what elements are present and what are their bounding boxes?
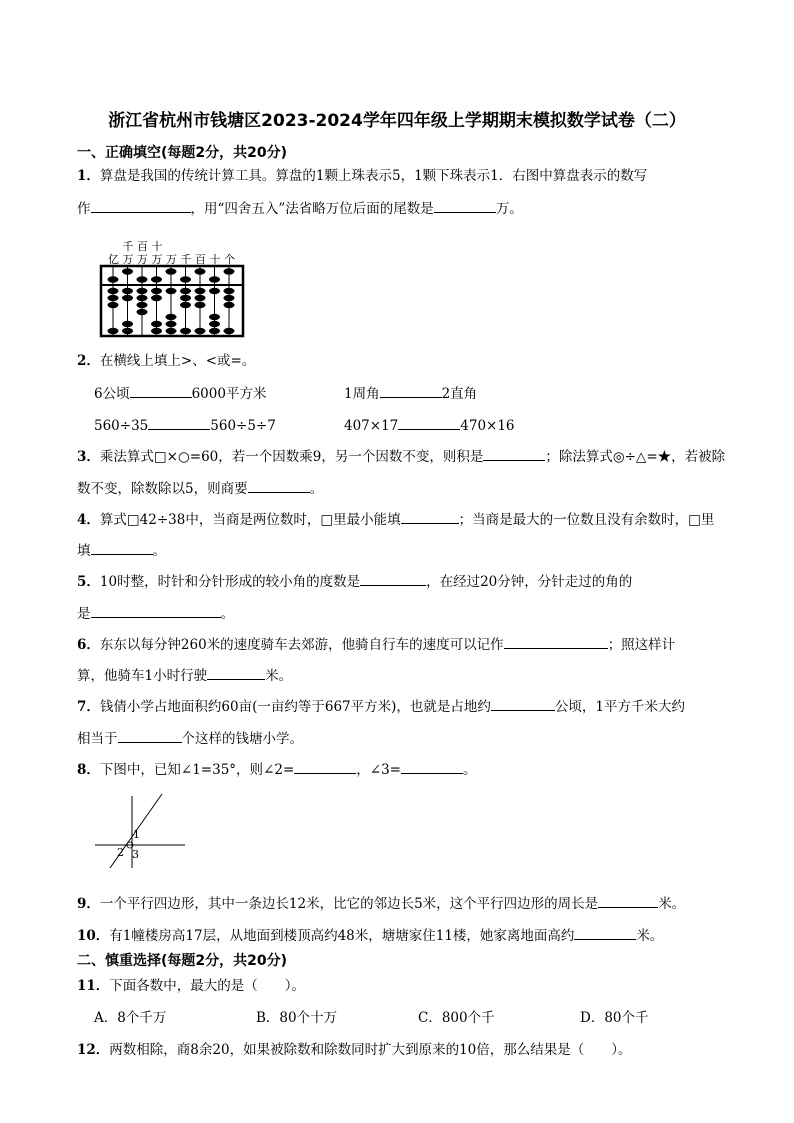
abacus-place-label: 个 xyxy=(224,253,235,266)
question-7-line-1 xyxy=(77,697,685,716)
question-2 xyxy=(77,352,255,370)
question-number: 1． xyxy=(77,168,100,184)
option-a[interactable]: A．8个千万 xyxy=(94,1010,167,1026)
option-c[interactable]: C．800个千 xyxy=(418,1010,495,1026)
question-number: 6． xyxy=(77,637,100,653)
abacus-upper-bead xyxy=(195,268,206,274)
abacus-place-label: 十 xyxy=(209,253,221,266)
compare-item-a xyxy=(94,384,266,403)
abacus-upper-bead xyxy=(137,276,148,282)
question-5-line-2 xyxy=(77,604,234,623)
question-text: 公顷，1平方千米大约 xyxy=(554,699,685,715)
question-text: 填 xyxy=(77,543,91,559)
abacus-lower-bead xyxy=(151,328,162,334)
answer-blank[interactable] xyxy=(598,894,658,908)
question-number: 2． xyxy=(77,353,100,369)
page-title: 浙江省杭州市钱塘区2023-2024学年四年级上学期期末模拟数学试卷（二） xyxy=(108,111,686,131)
question-number: 11． xyxy=(77,978,110,994)
abacus-lower-bead xyxy=(137,309,148,315)
question-text: 米。 xyxy=(658,896,686,912)
question-9 xyxy=(77,894,685,913)
question-text: ；照这样计 xyxy=(607,637,676,653)
abacus-lower-bead xyxy=(151,321,162,327)
answer-blank[interactable] xyxy=(148,416,210,430)
question-4-line-1 xyxy=(77,510,714,529)
answer-blank[interactable] xyxy=(294,760,356,774)
abacus-lower-bead xyxy=(137,295,148,301)
question-text: 。 xyxy=(152,543,166,559)
answer-blank[interactable] xyxy=(398,416,460,430)
compare-item-d xyxy=(344,416,515,435)
question-text: 钱倩小学占地面积约60亩(一亩约等于667平方米)，也就是占地约 xyxy=(99,699,491,715)
abacus-upper-bead xyxy=(166,268,177,274)
compare-right: 470×16 xyxy=(460,418,515,434)
question-1-line-2 xyxy=(77,199,523,218)
abacus-upper-bead xyxy=(224,268,235,274)
abacus-lower-bead xyxy=(122,288,133,294)
abacus-lower-bead xyxy=(224,288,235,294)
answer-blank[interactable] xyxy=(130,384,192,398)
question-text: 个这样的钱塘小学。 xyxy=(181,731,303,747)
abacus-lower-bead xyxy=(151,288,162,294)
question-5-line-1 xyxy=(77,572,632,591)
question-number: 5． xyxy=(77,574,100,590)
abacus-lower-bead xyxy=(122,328,133,334)
abacus-lower-bead xyxy=(166,314,177,320)
abacus-lower-bead xyxy=(166,321,177,327)
question-text: 有1幢楼房高17层，从地面到楼顶高约48米，塘塘家住11楼，她家离地面高约 xyxy=(109,928,575,944)
question-text: ；除法算式◎÷△=★，若被除 xyxy=(545,449,726,465)
compare-right: 560÷5÷7 xyxy=(210,418,276,434)
question-text: 在横线上填上>、<或=。 xyxy=(99,353,256,369)
abacus-lower-bead xyxy=(224,302,235,308)
question-text: ，在经过20分钟，分针走过的角的 xyxy=(426,574,633,590)
question-text: 数不变，除数除以5，则商要 xyxy=(77,481,248,497)
answer-blank[interactable] xyxy=(491,697,555,711)
answer-blank[interactable] xyxy=(207,666,265,680)
answer-blank[interactable] xyxy=(434,199,496,213)
question-text: 算式□42÷38中，当商是两位数时，□里最小能填 xyxy=(99,512,401,528)
option-b[interactable]: B．80个十万 xyxy=(256,1010,338,1026)
answer-blank[interactable] xyxy=(91,199,191,213)
abacus-lower-bead xyxy=(195,302,206,308)
question-text: 乘法算式□×○=60，若一个因数乘9，另一个因数不变，则积是 xyxy=(99,449,484,465)
compare-right: 6000平方米 xyxy=(191,386,267,402)
abacus-place-label: 千 xyxy=(122,240,134,253)
question-text: 两数相除，商8余20，如果被除数和除数同时扩大到原来的10倍，那么结果是（ ）。 xyxy=(109,1042,632,1058)
abacus-upper-bead xyxy=(108,276,119,282)
angle-label-1: 1 xyxy=(133,828,140,841)
question-text: 。 xyxy=(220,606,234,622)
question-text: 相当于 xyxy=(77,731,118,747)
compare-left: 407×17 xyxy=(344,418,399,434)
question-text: 万。 xyxy=(495,201,523,217)
question-8 xyxy=(77,760,476,779)
abacus-lower-bead xyxy=(166,288,177,294)
question-4-line-2 xyxy=(77,541,166,560)
abacus-lower-bead xyxy=(195,328,206,334)
abacus-lower-bead xyxy=(122,295,133,301)
question-number: 9． xyxy=(77,896,100,912)
question-number: 8． xyxy=(77,762,100,778)
abacus-place-label: 百 xyxy=(195,253,206,266)
abacus-lower-bead xyxy=(195,288,206,294)
section-2-heading: 二、慎重选择(每题2分，共20分) xyxy=(77,953,288,969)
answer-blank[interactable] xyxy=(401,760,463,774)
question-text: 算，他骑车1小时行驶 xyxy=(77,668,208,684)
question-text: 是 xyxy=(77,606,91,622)
abacus-upper-bead xyxy=(209,276,220,282)
abacus-lower-bead xyxy=(209,314,220,320)
answer-blank[interactable] xyxy=(360,572,426,586)
abacus-figure xyxy=(96,238,248,340)
abacus-upper-bead xyxy=(122,268,133,274)
compare-right: 2直角 xyxy=(441,386,478,402)
answer-blank[interactable] xyxy=(574,926,636,940)
question-text: 米。 xyxy=(265,668,293,684)
compare-item-c xyxy=(94,416,276,435)
section-1-heading: 一、正确填空(每题2分，共20分) xyxy=(77,145,288,161)
question-text: 一个平行四边形，其中一条边长12米，比它的邻边长5米，这个平行四边形的周长是 xyxy=(99,896,599,912)
abacus-upper-bead xyxy=(180,276,191,282)
question-text: 10时整，时针和分针形成的较小角的度数是 xyxy=(99,574,361,590)
question-text: 算盘是我国的传统计算工具。算盘的1颗上珠表示5，1颗下珠表示1．右图中算盘表示的数写 xyxy=(99,168,648,184)
answer-blank[interactable] xyxy=(118,729,182,743)
abacus-lower-bead xyxy=(224,295,235,301)
answer-blank[interactable] xyxy=(380,384,442,398)
question-number: 7． xyxy=(77,699,100,715)
question-text: ，∠3= xyxy=(356,762,401,778)
question-11 xyxy=(77,977,305,995)
abacus-lower-bead xyxy=(180,295,191,301)
abacus-lower-bead xyxy=(137,302,148,308)
question-text: 。 xyxy=(462,762,477,778)
answer-blank[interactable] xyxy=(504,635,608,649)
question-1-line-1 xyxy=(77,167,647,185)
abacus-place-label: 千 xyxy=(180,253,192,266)
answer-blank[interactable] xyxy=(91,604,221,618)
question-text: 作 xyxy=(77,201,91,217)
answer-blank[interactable] xyxy=(483,447,545,461)
abacus-lower-bead xyxy=(209,328,220,334)
option-d[interactable]: D．80个千 xyxy=(580,1010,649,1026)
abacus-lower-bead xyxy=(122,321,133,327)
question-text: 下图中，已知∠1=35°，则∠2= xyxy=(99,762,295,778)
abacus-lower-bead xyxy=(166,328,177,334)
abacus-lower-bead xyxy=(209,288,220,294)
question-number: 3． xyxy=(77,449,100,465)
abacus-place-label: 百 xyxy=(137,240,148,253)
question-10 xyxy=(77,926,663,945)
abacus-place-label: 万 xyxy=(166,253,177,266)
compare-left: 6公顷 xyxy=(94,386,130,402)
abacus-lower-bead xyxy=(180,288,191,294)
abacus-lower-bead xyxy=(151,295,162,301)
question-3-line-2 xyxy=(77,479,323,498)
abacus-lower-bead xyxy=(224,328,235,334)
abacus-lower-bead xyxy=(180,328,191,334)
angle-label-2: 2 xyxy=(117,846,124,859)
abacus-lower-bead xyxy=(108,302,119,308)
answer-blank[interactable] xyxy=(401,510,459,524)
abacus-lower-bead xyxy=(195,295,206,301)
compare-left: 1周角 xyxy=(344,386,380,402)
question-text: ；当商是最大的一位数且没有余数时，□里 xyxy=(458,512,715,528)
question-text: 下面各数中，最大的是（ ）。 xyxy=(109,978,306,994)
question-12 xyxy=(77,1041,632,1059)
question-6-line-1 xyxy=(77,635,675,654)
compare-item-b xyxy=(344,384,477,403)
question-text: 。 xyxy=(309,481,324,497)
question-number: 4． xyxy=(77,512,100,528)
angle-label-3: 3 xyxy=(132,848,139,861)
abacus-lower-bead xyxy=(108,295,119,301)
question-number: 10． xyxy=(77,928,110,944)
answer-blank[interactable] xyxy=(248,479,310,493)
abacus-lower-bead xyxy=(180,302,191,308)
question-text: 米。 xyxy=(636,928,664,944)
question-text: 东东以每分钟260米的速度骑车去郊游，他骑自行车的速度可以记作 xyxy=(99,637,504,653)
abacus-place-label: 万 xyxy=(122,253,134,266)
abacus-place-label: 万 xyxy=(137,253,148,266)
question-7-line-2 xyxy=(77,729,303,748)
question-6-line-2 xyxy=(77,666,292,685)
abacus-lower-bead xyxy=(209,321,220,327)
abacus-place-label: 亿 xyxy=(108,253,119,266)
question-3-line-1 xyxy=(77,447,725,466)
question-number: 12． xyxy=(77,1042,110,1058)
abacus-lower-bead xyxy=(108,288,119,294)
abacus-place-label: 万 xyxy=(151,253,163,266)
abacus-lower-bead xyxy=(137,288,148,294)
angle-figure xyxy=(92,790,192,870)
abacus-place-label: 十 xyxy=(151,240,163,253)
answer-blank[interactable] xyxy=(91,541,153,555)
question-text: ，用“四舍五入”法省略万位后面的尾数是 xyxy=(190,201,434,217)
compare-left: 560÷35 xyxy=(94,418,149,434)
abacus-upper-bead xyxy=(151,276,162,282)
abacus-lower-bead xyxy=(108,328,119,334)
